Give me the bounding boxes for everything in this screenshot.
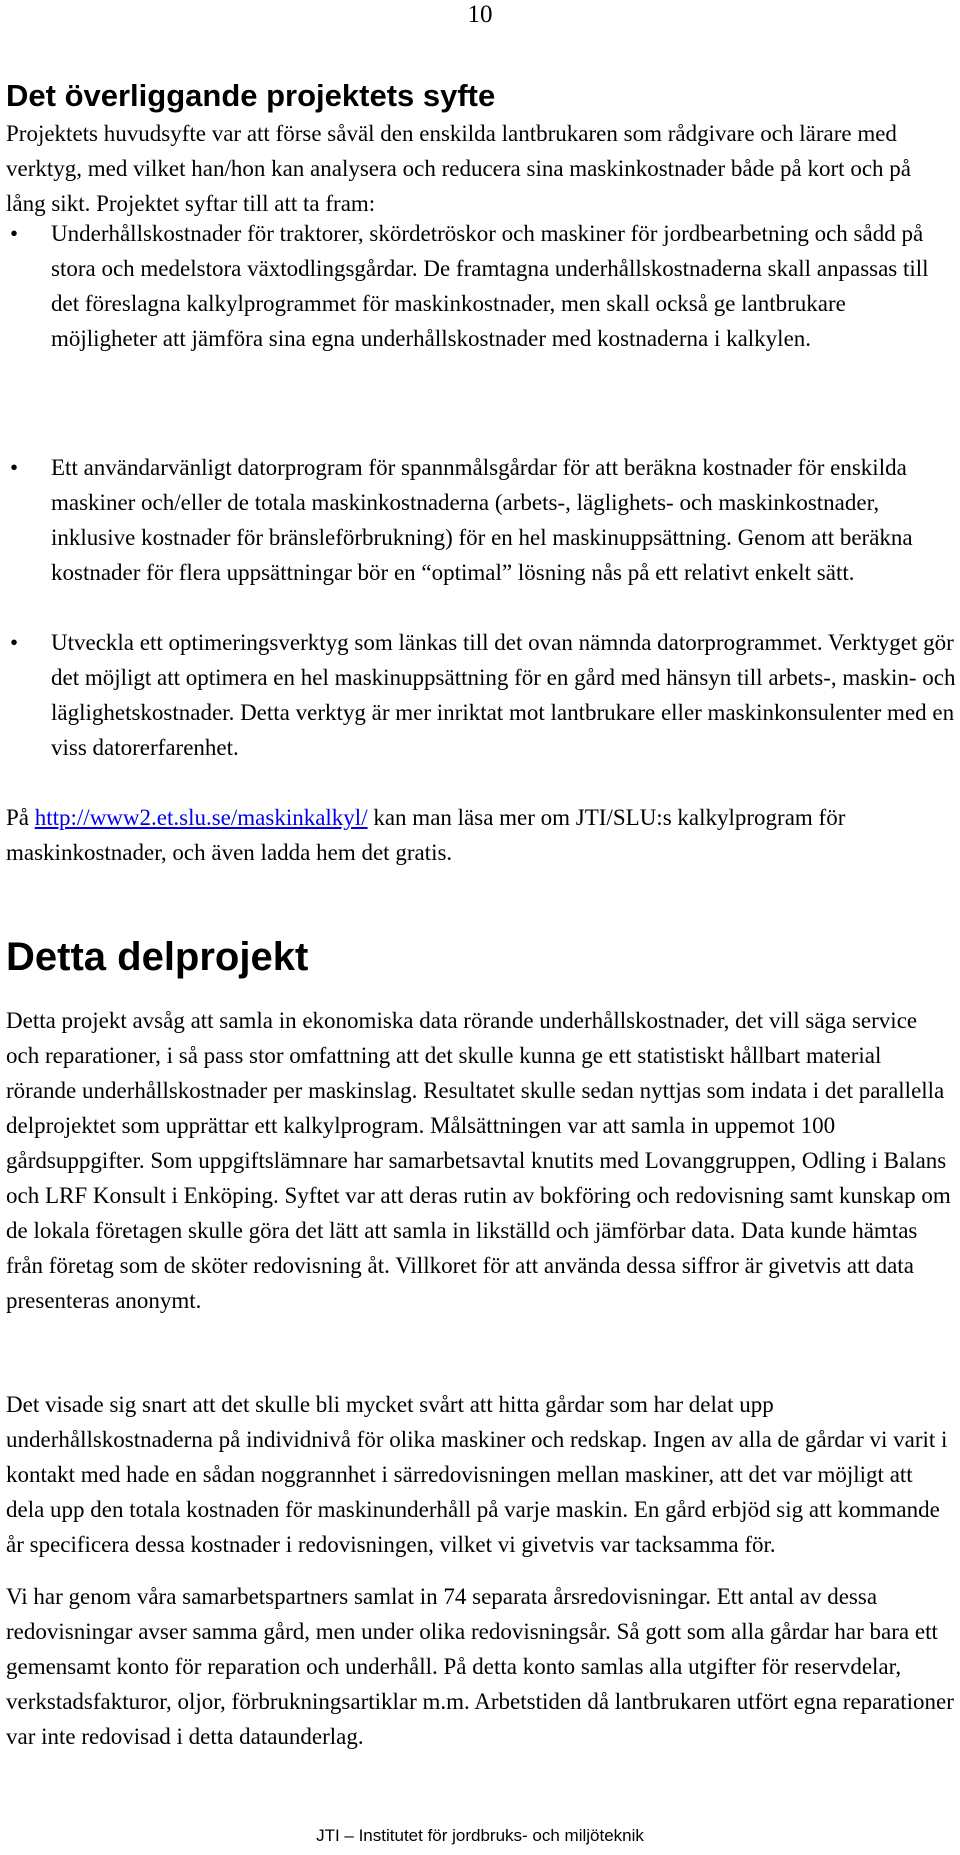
link-paragraph bbox=[6, 800, 956, 870]
maskinkalkyl-link[interactable]: http://www2.et.slu.se/maskinkalkyl/ bbox=[34, 805, 368, 830]
section-heading: Detta delprojekt bbox=[6, 935, 309, 979]
list-item bbox=[6, 450, 956, 590]
link-prefix: På bbox=[6, 805, 35, 830]
link-suffix: kan man läsa mer om JTI/SLU:s kalkylprogram för maskinkostnader, och även ladda hem det gratis. bbox=[6, 805, 846, 865]
goals-list bbox=[6, 450, 956, 590]
list-item bbox=[6, 216, 956, 356]
bullet-icon: • bbox=[10, 630, 19, 655]
goals-list bbox=[6, 625, 956, 765]
body-paragraph-block bbox=[6, 1387, 956, 1562]
body-paragraph: Detta projekt avsåg att samla in ekonomiska data rörande underhållskostnader, det vill säga service och reparationer, i så pass stor omfattning att det skulle kunna ge ett statistiskt hållbart material rörande underhållskostnader per maskinslag. Resultatet skulle sedan nyttjas som indata i det parallella delprojektet som upprättar ett kalkylprogram. Målsättningen var att samla in uppemot 100 gårdsuppgifter. Som uppgiftslämnare har samarbetsavtal knutits med Lovanggruppen, Odling i Balans och LRF Konsult i Enköping. Syftet var att deras rutin av bokföring och redovisning samt kunskap om de lokala företagen skulle göra det lätt att samla in likställd och jämförbar data. Data kunde hämtas från företag som de sköter redovisning åt. Villkoret för att använda dessa siffror är givetvis att data presenteras anonymt. bbox=[6, 1008, 951, 1313]
list-item bbox=[6, 625, 956, 765]
goals-list bbox=[6, 216, 956, 356]
bullet-icon: • bbox=[10, 221, 19, 246]
section-heading: Det överliggande projektets syfte bbox=[6, 78, 496, 113]
intro-paragraph-block bbox=[6, 116, 956, 221]
list-item-text: Underhållskostnader för traktorer, skördetröskor och maskiner för jordbearbetning och sådd på stora och medelstora växtodlingsgårdar. De framtagna underhållskostnaderna skall anpassas till det föreslagna kalkylprogrammet för maskinkostnader, men skall också ge lantbrukare möjligheter att jämföra sina egna underhållskostnader med kostnaderna i kalkylen. bbox=[51, 221, 929, 351]
bullet-icon: • bbox=[10, 455, 19, 480]
body-paragraph: Vi har genom våra samarbetspartners samlat in 74 separata årsredovisningar. Ett antal av dessa redovisningar avser samma gård, men under olika redovisningsår. Så gott som alla gårdar har bara ett gemensamt konto för reparation och underhåll. På detta konto samlas alla utgifter för reservdelar, verkstadsfakturor, oljor, förbrukningsartiklar m.m. Arbetstiden då lantbrukaren utfört egna reparationer var inte redovisad i detta dataunderlag. bbox=[6, 1584, 954, 1749]
body-paragraph: Det visade sig snart att det skulle bli mycket svårt att hitta gårdar som har delat upp underhållskostnaderna på individnivå för olika maskiner och redskap. Ingen av alla de gårdar vi varit i kontakt med hade en sådan noggrannhet i särredovisningen mellan maskiner, att det var möjligt att dela upp den totala kostnaden för maskinunderhåll på varje maskin. En gård erbjöd sig att kommande år specificera dessa kostnader i redovisningen, vilket vi givetvis var tacksamma för. bbox=[6, 1392, 948, 1557]
page-number: 10 bbox=[467, 1, 493, 28]
list-item-text: Ett användarvänligt datorprogram för spannmålsgårdar för att beräkna kostnader för enskilda maskiner och/eller de totala maskinkostnaderna (arbets-, läglighets- och maskinkostnader, inklusive kostnader för bränsleförbrukning) för en hel maskinuppsättning. Genom att beräkna kostnader för flera uppsättningar bör en “optimal” lösning nås på ett relativt enkelt sätt. bbox=[51, 455, 913, 585]
body-paragraph-block bbox=[6, 1003, 956, 1318]
body-paragraph-block bbox=[6, 1579, 956, 1754]
link-paragraph-block bbox=[6, 800, 956, 870]
intro-paragraph: Projektets huvudsyfte var att förse såväl den enskilda lantbrukaren som rådgivare och lärare med verktyg, med vilket han/hon kan analysera och reducera sina maskinkostnader både på kort och på lång sikt. Projektet syftar till att ta fram: bbox=[6, 121, 911, 216]
list-item-text: Utveckla ett optimeringsverktyg som länkas till det ovan nämnda datorprogrammet. Verktyget gör det möjligt att optimera en hel maskinuppsättning för en gård med hänsyn till arbets-, maskin- och läglighetskostnader. Detta verktyg är mer inriktat mot lantbrukare eller maskinkonsulenter med en viss datorerfarenhet. bbox=[51, 630, 956, 760]
page-footer: JTI – Institutet för jordbruks- och miljöteknik bbox=[316, 1826, 644, 1845]
